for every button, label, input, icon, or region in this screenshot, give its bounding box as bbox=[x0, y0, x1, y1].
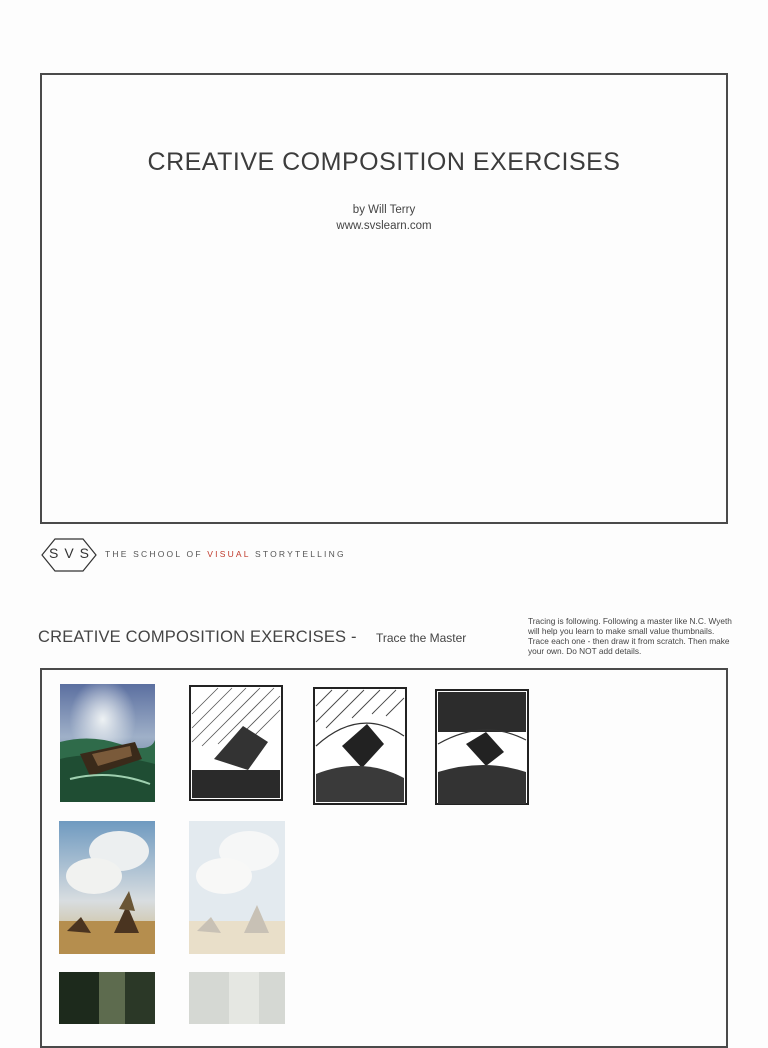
section-note: Tracing is following. Following a master like N.C. Wyeth will help you learn to make small value thumbnails. Trace each one - then draw it from scratch. Then make your own. Do NOT add details. bbox=[528, 616, 732, 656]
sketch-1-thumbnail bbox=[188, 684, 284, 802]
sketch-3-thumbnail bbox=[434, 688, 530, 806]
section-subtitle: Trace the Master bbox=[376, 631, 467, 645]
faded-forest-thumbnail bbox=[189, 972, 285, 1024]
painting-riders-thumbnail bbox=[59, 821, 155, 954]
cover-website[interactable]: www.svslearn.com bbox=[336, 220, 432, 232]
logo-text-pre: THE SCHOOL OF bbox=[105, 549, 208, 559]
cover-author: by Will Terry bbox=[352, 204, 416, 216]
section-title: CREATIVE COMPOSITION EXERCISES - bbox=[38, 628, 357, 646]
painting-forest-thumbnail bbox=[59, 972, 155, 1024]
faded-riders-thumbnail bbox=[189, 821, 285, 954]
sketch-2-thumbnail bbox=[312, 686, 408, 806]
svs-logo-text bbox=[105, 549, 346, 559]
logo-text-post: STORYTELLING bbox=[250, 549, 346, 559]
painting-boat-thumbnail bbox=[60, 684, 155, 802]
cover-title: CREATIVE COMPOSITION EXERCISES bbox=[147, 148, 621, 176]
cover-frame bbox=[40, 73, 728, 524]
svs-logo-letters: SVS bbox=[48, 545, 95, 561]
logo-text-highlight: VISUAL bbox=[207, 549, 251, 559]
